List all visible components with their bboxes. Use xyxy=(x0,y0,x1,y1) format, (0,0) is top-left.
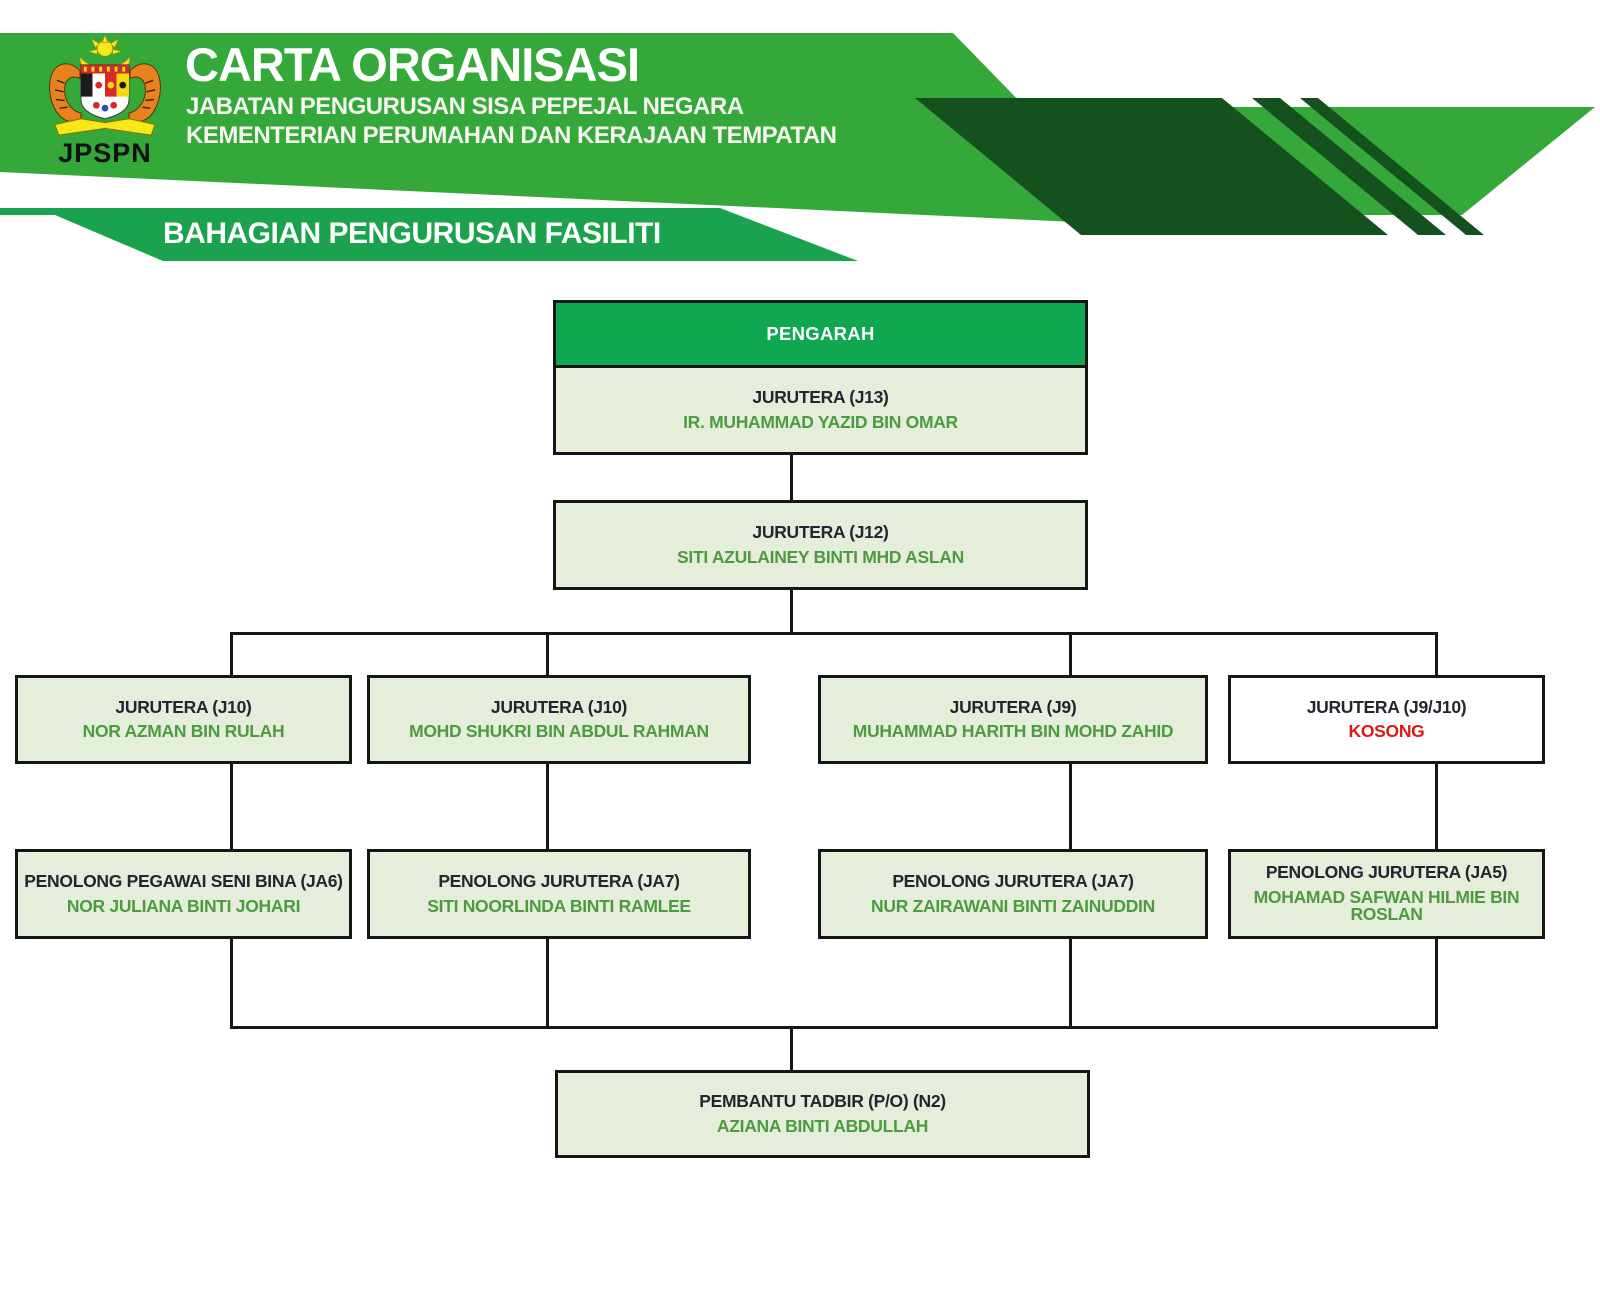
box-row2-2 xyxy=(367,849,751,939)
post-holder: NOR JULIANA BINTI JOHARI xyxy=(66,895,301,916)
post-title: JURUTERA (J10) xyxy=(115,696,252,717)
post-title: PEMBANTU TADBIR (P/O) (N2) xyxy=(699,1091,946,1111)
post-holder: SITI AZULAINEY BINTI MHD ASLAN xyxy=(677,546,964,567)
post-holder: KOSONG xyxy=(1348,721,1425,741)
post-title: PENOLONG JURUTERA (JA7) xyxy=(892,871,1134,891)
logo-acronym: JPSPN xyxy=(58,138,152,168)
post-holder: MOHAMAD SAFWAN HILMIE BIN ROSLAN xyxy=(1253,886,1520,925)
box-row1-4-vacant xyxy=(1228,675,1545,764)
post-holder: NUR ZAIRAWANI BINTI ZAINUDDIN xyxy=(871,895,1155,916)
ministry-name: KEMENTERIAN PERUMAHAN DAN KERAJAAN TEMPATAN xyxy=(186,122,837,149)
page-title: CARTA ORGANISASI xyxy=(185,38,639,91)
post-holder: MUHAMMAD HARITH BIN MOHD ZAHID xyxy=(852,721,1174,741)
box-row2-3 xyxy=(818,849,1208,939)
box-row1-3 xyxy=(818,675,1208,764)
post-title: JURUTERA (J9) xyxy=(949,696,1077,717)
post-holder: NOR AZMAN BIN RULAH xyxy=(82,721,285,741)
post-title: JURUTERA (J10) xyxy=(490,696,628,717)
post-holder: SITI NOORLINDA BINTI RAMLEE xyxy=(427,895,691,916)
post-holder: MOHD SHUKRI BIN ABDUL RAHMAN xyxy=(409,721,709,741)
box-pembantu-tadbir xyxy=(555,1070,1090,1158)
post-holder: IR. MUHAMMAD YAZID BIN OMAR xyxy=(683,411,958,432)
section-banner-label: BAHAGIAN PENGURUSAN FASILITI xyxy=(163,217,661,250)
post-title: JURUTERA (J13) xyxy=(752,387,889,407)
department-name: JABATAN PENGURUSAN SISA PEPEJAL NEGARA xyxy=(186,93,744,120)
post-title: JURUTERA (J9/J10) xyxy=(1306,696,1467,717)
box-row1-2 xyxy=(367,675,751,764)
post-title: PENOLONG PEGAWAI SENI BINA (JA6) xyxy=(24,871,343,891)
box-row2-1 xyxy=(15,849,352,939)
post-title: PENOLONG JURUTERA (JA5) xyxy=(1265,862,1508,883)
post-title: JURUTERA (J12) xyxy=(752,522,889,542)
box-director xyxy=(553,300,1088,455)
post-title: PENOLONG JURUTERA (JA7) xyxy=(438,871,680,891)
box-row2-4 xyxy=(1228,849,1545,939)
director-body xyxy=(556,368,1085,452)
box-row1-1 xyxy=(15,675,352,764)
box-j12 xyxy=(553,500,1088,590)
post-holder: AZIANA BINTI ABDULLAH xyxy=(716,1115,929,1136)
director-header-label: PENGARAH xyxy=(556,303,1085,368)
